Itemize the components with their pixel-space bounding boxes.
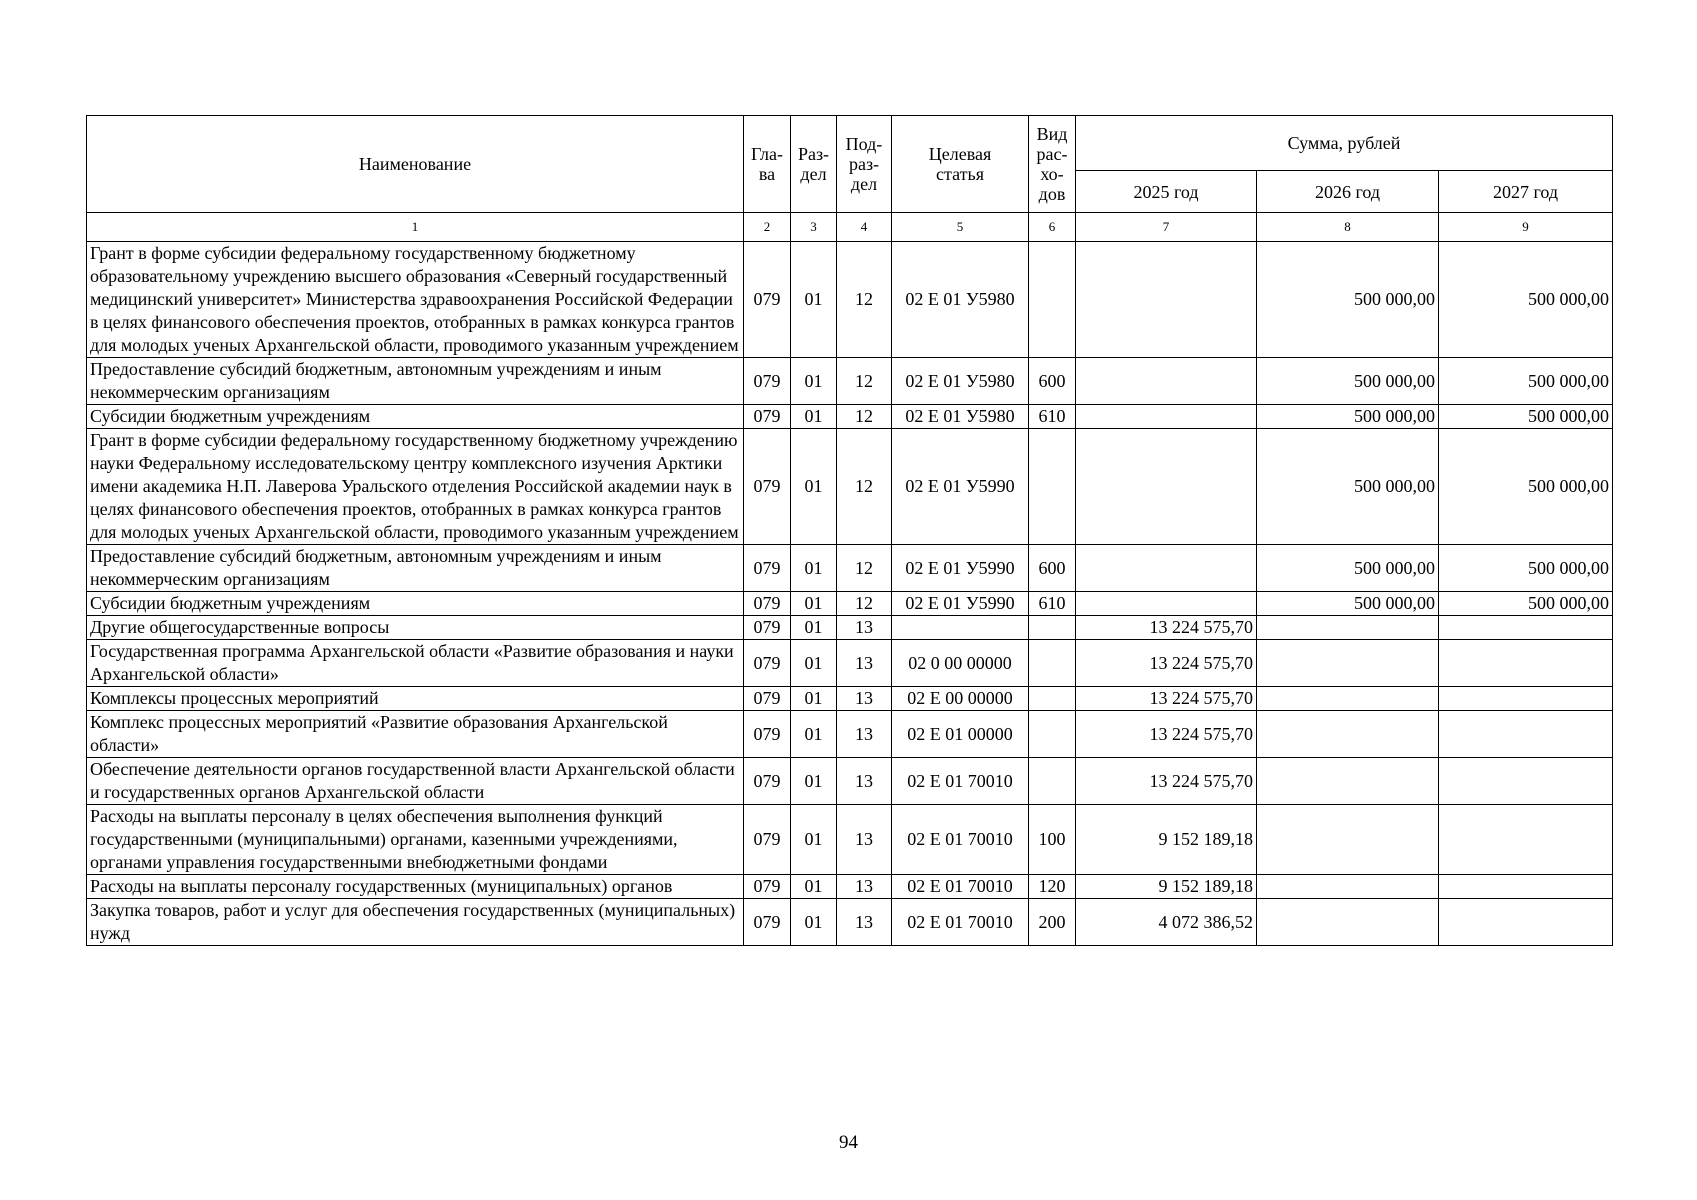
row-podrazdel: 12 (837, 358, 892, 405)
header-podrazdel-text: Под- раз- дел (845, 134, 883, 194)
row-name: Грант в форме субсидии федеральному государственному бюджетному образовательному учреждению высшего образования «Северный государственный медицинский университет» Министерства здравоохранения Российской Федерации в целях финансового обеспечения проектов, отобранных в рамках конкурса грантов для молодых ученых Архангельской области, проводимого указанным учреждением (87, 242, 744, 358)
row-razdel: 01 (791, 405, 837, 429)
header-glava (744, 116, 791, 213)
column-number: 8 (1257, 213, 1439, 242)
row-glava: 079 (744, 687, 791, 711)
header-vid (1029, 116, 1076, 213)
row-vid: 610 (1029, 592, 1076, 616)
row-amount-2025: 4 072 386,52 (1076, 899, 1257, 946)
row-amount-2027: 500 000,00 (1439, 545, 1613, 592)
row-podrazdel: 12 (837, 242, 892, 358)
row-amount-2027 (1439, 687, 1613, 711)
row-amount-2027 (1439, 875, 1613, 899)
row-celevaya: 02 Е 01 У5990 (892, 545, 1029, 592)
row-amount-2026: 500 000,00 (1257, 592, 1439, 616)
header-vid-text: Вид рас- хо- дов (1036, 124, 1068, 204)
row-celevaya: 02 Е 01 00000 (892, 711, 1029, 758)
row-vid (1029, 242, 1076, 358)
row-podrazdel: 12 (837, 429, 892, 545)
column-number: 9 (1439, 213, 1613, 242)
row-podrazdel: 13 (837, 899, 892, 946)
row-razdel: 01 (791, 805, 837, 875)
row-podrazdel: 13 (837, 758, 892, 805)
row-amount-2025: 13 224 575,70 (1076, 640, 1257, 687)
row-amount-2027 (1439, 758, 1613, 805)
row-name: Субсидии бюджетным учреждениям (87, 405, 744, 429)
row-razdel: 01 (791, 875, 837, 899)
row-podrazdel: 13 (837, 640, 892, 687)
table-row (87, 405, 1613, 429)
row-glava: 079 (744, 405, 791, 429)
table-row (87, 358, 1613, 405)
row-name: Комплекс процессных мероприятий «Развитие образования Архангельской области» (87, 711, 744, 758)
row-name: Предоставление субсидий бюджетным, автономным учреждениям и иным некоммерческим организациям (87, 358, 744, 405)
row-amount-2025: 9 152 189,18 (1076, 805, 1257, 875)
row-celevaya: 02 Е 01 У5980 (892, 358, 1029, 405)
table-row (87, 545, 1613, 592)
row-celevaya: 02 Е 00 00000 (892, 687, 1029, 711)
row-celevaya: 02 Е 01 70010 (892, 805, 1029, 875)
row-vid (1029, 640, 1076, 687)
row-amount-2025: 13 224 575,70 (1076, 687, 1257, 711)
row-celevaya: 02 Е 01 70010 (892, 758, 1029, 805)
row-amount-2026 (1257, 875, 1439, 899)
row-razdel: 01 (791, 616, 837, 640)
column-number: 3 (791, 213, 837, 242)
table-row (87, 242, 1613, 358)
header-celevaya-text: Целевая статья (928, 144, 992, 184)
row-amount-2025 (1076, 358, 1257, 405)
row-amount-2027 (1439, 640, 1613, 687)
row-amount-2026 (1257, 899, 1439, 946)
row-amount-2027 (1439, 899, 1613, 946)
header-summa: Сумма, рублей (1076, 116, 1613, 171)
row-vid (1029, 429, 1076, 545)
row-podrazdel: 13 (837, 687, 892, 711)
column-number: 7 (1076, 213, 1257, 242)
row-amount-2026: 500 000,00 (1257, 358, 1439, 405)
row-name: Закупка товаров, работ и услуг для обеспечения государственных (муниципальных) нужд (87, 899, 744, 946)
column-number: 6 (1029, 213, 1076, 242)
row-glava: 079 (744, 711, 791, 758)
row-amount-2027: 500 000,00 (1439, 242, 1613, 358)
row-celevaya: 02 Е 01 70010 (892, 875, 1029, 899)
row-amount-2025 (1076, 429, 1257, 545)
table-row (87, 429, 1613, 545)
row-razdel: 01 (791, 242, 837, 358)
row-amount-2026 (1257, 640, 1439, 687)
row-glava: 079 (744, 545, 791, 592)
table-row (87, 758, 1613, 805)
budget-table (86, 115, 1613, 946)
row-name: Обеспечение деятельности органов государственной власти Архангельской области и государственных органов Архангельской области (87, 758, 744, 805)
table-row (87, 899, 1613, 946)
row-celevaya (892, 616, 1029, 640)
row-amount-2025 (1076, 592, 1257, 616)
table-row (87, 875, 1613, 899)
row-celevaya: 02 Е 01 У5980 (892, 242, 1029, 358)
row-amount-2027 (1439, 711, 1613, 758)
header-razdel-text: Раз- дел (797, 144, 830, 184)
row-amount-2026: 500 000,00 (1257, 429, 1439, 545)
header-year-2026: 2026 год (1257, 171, 1439, 213)
row-name: Комплексы процессных мероприятий (87, 687, 744, 711)
column-number-row (87, 213, 1613, 242)
row-razdel: 01 (791, 592, 837, 616)
header-year-2027: 2027 год (1439, 171, 1613, 213)
row-amount-2027: 500 000,00 (1439, 592, 1613, 616)
row-glava: 079 (744, 429, 791, 545)
row-amount-2025 (1076, 405, 1257, 429)
row-vid: 200 (1029, 899, 1076, 946)
row-amount-2026 (1257, 687, 1439, 711)
row-glava: 079 (744, 358, 791, 405)
column-number: 5 (892, 213, 1029, 242)
row-podrazdel: 13 (837, 875, 892, 899)
row-celevaya: 02 Е 01 У5990 (892, 429, 1029, 545)
row-amount-2026 (1257, 616, 1439, 640)
row-vid: 600 (1029, 545, 1076, 592)
row-amount-2026 (1257, 758, 1439, 805)
row-amount-2026 (1257, 805, 1439, 875)
row-amount-2026: 500 000,00 (1257, 242, 1439, 358)
page-number: 94 (839, 1132, 858, 1153)
row-amount-2026 (1257, 711, 1439, 758)
row-vid: 600 (1029, 358, 1076, 405)
row-razdel: 01 (791, 545, 837, 592)
row-name: Расходы на выплаты персоналу в целях обеспечения выполнения функций государственными (муниципальными) органами, казенными учреждениями, органами управления государственными внебюджетными фондами (87, 805, 744, 875)
row-razdel: 01 (791, 687, 837, 711)
row-podrazdel: 13 (837, 616, 892, 640)
row-amount-2025 (1076, 242, 1257, 358)
row-glava: 079 (744, 899, 791, 946)
row-glava: 079 (744, 875, 791, 899)
header-celevaya (892, 116, 1029, 213)
row-amount-2025: 9 152 189,18 (1076, 875, 1257, 899)
row-celevaya: 02 0 00 00000 (892, 640, 1029, 687)
row-razdel: 01 (791, 640, 837, 687)
row-vid: 610 (1029, 405, 1076, 429)
row-podrazdel: 13 (837, 805, 892, 875)
row-name: Грант в форме субсидии федеральному государственному бюджетному учреждению науки Федеральному исследовательскому центру комплексного изучения Арктики имени академика Н.П. Лаверова Уральского отделения Российской академии наук в целях финансового обеспечения проектов, отобранных в рамках конкурса грантов для молодых ученых Архангельской области, проводимого указанным учреждением (87, 429, 744, 545)
header-razdel (791, 116, 837, 213)
column-number: 4 (837, 213, 892, 242)
row-amount-2025: 13 224 575,70 (1076, 758, 1257, 805)
table-body (87, 242, 1613, 946)
column-number: 1 (87, 213, 744, 242)
row-glava: 079 (744, 592, 791, 616)
row-vid (1029, 616, 1076, 640)
row-glava: 079 (744, 616, 791, 640)
table-row (87, 711, 1613, 758)
row-name: Государственная программа Архангельской области «Развитие образования и науки Архангельской области» (87, 640, 744, 687)
row-name: Предоставление субсидий бюджетным, автономным учреждениям и иным некоммерческим организациям (87, 545, 744, 592)
header-year-2025: 2025 год (1076, 171, 1257, 213)
row-razdel: 01 (791, 711, 837, 758)
table-row (87, 687, 1613, 711)
row-celevaya: 02 Е 01 У5980 (892, 405, 1029, 429)
row-amount-2026: 500 000,00 (1257, 405, 1439, 429)
table-row (87, 805, 1613, 875)
row-glava: 079 (744, 640, 791, 687)
row-razdel: 01 (791, 758, 837, 805)
table-row (87, 616, 1613, 640)
row-amount-2025: 13 224 575,70 (1076, 616, 1257, 640)
table-row (87, 640, 1613, 687)
row-amount-2027: 500 000,00 (1439, 358, 1613, 405)
row-vid (1029, 687, 1076, 711)
row-name: Другие общегосударственные вопросы (87, 616, 744, 640)
row-name: Субсидии бюджетным учреждениям (87, 592, 744, 616)
row-amount-2026: 500 000,00 (1257, 545, 1439, 592)
row-podrazdel: 12 (837, 592, 892, 616)
row-podrazdel: 12 (837, 545, 892, 592)
row-amount-2027 (1439, 616, 1613, 640)
row-celevaya: 02 Е 01 У5990 (892, 592, 1029, 616)
row-podrazdel: 12 (837, 405, 892, 429)
row-vid (1029, 758, 1076, 805)
table-row (87, 592, 1613, 616)
row-amount-2025: 13 224 575,70 (1076, 711, 1257, 758)
row-razdel: 01 (791, 358, 837, 405)
row-celevaya: 02 Е 01 70010 (892, 899, 1029, 946)
row-amount-2027: 500 000,00 (1439, 429, 1613, 545)
row-vid (1029, 711, 1076, 758)
row-glava: 079 (744, 805, 791, 875)
row-amount-2027: 500 000,00 (1439, 405, 1613, 429)
header-podrazdel (837, 116, 892, 213)
row-razdel: 01 (791, 429, 837, 545)
row-amount-2027 (1439, 805, 1613, 875)
row-vid: 120 (1029, 875, 1076, 899)
column-number: 2 (744, 213, 791, 242)
row-glava: 079 (744, 758, 791, 805)
header-name: Наименование (87, 116, 744, 213)
row-glava: 079 (744, 242, 791, 358)
row-amount-2025 (1076, 545, 1257, 592)
row-razdel: 01 (791, 899, 837, 946)
row-name: Расходы на выплаты персоналу государственных (муниципальных) органов (87, 875, 744, 899)
header-glava-text: Гла- ва (750, 144, 784, 184)
row-podrazdel: 13 (837, 711, 892, 758)
row-vid: 100 (1029, 805, 1076, 875)
